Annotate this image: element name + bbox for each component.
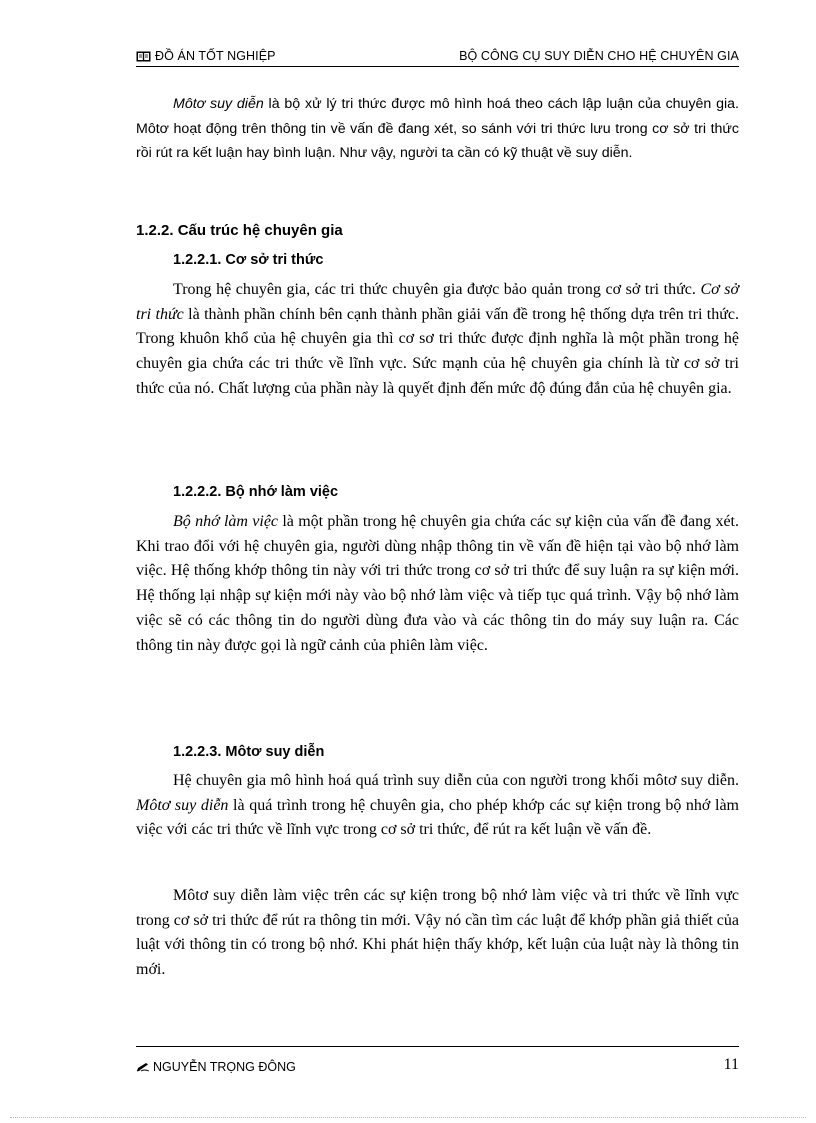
knowledge-base-paragraph — [136, 278, 739, 402]
wm-text: là một phần trong hệ chuyên gia chứa các sự kiện của vấn đề đang xét. Khi trao đổi với hệ chuyên gia, người dùng nhập thông tin về vấn đề hiện tại vào bộ nhớ làm việc. Hệ thống khớp thông tin này với tri thức trong cơ sở tri thức để suy luận ra sự kiện mới. Hệ thống lại nhập sự kiện mới này vào bộ nhớ làm việc và tiếp tục quá trình. Vậy bộ nhớ làm việc sẽ có các thông tin do người dùng đưa vào và các thông tin do máy suy luận ra. Các thông tin này được gọi là ngữ cảnh của phiên làm việc. — [136, 513, 740, 654]
inference-engine-paragraph-2 — [136, 884, 739, 983]
footer-author — [136, 1060, 296, 1074]
page-number: 11 — [723, 1056, 739, 1073]
header-title-right: BỘ CÔNG CỤ SUY DIỄN CHO HỆ CHUYÊN GIA — [459, 49, 739, 63]
book-icon — [136, 51, 151, 62]
kb-text-a: Trong hệ chuyên gia, các tri thức chuyên gia được bảo quản trong cơ sở tri thức. — [173, 281, 701, 298]
intro-paragraph — [136, 92, 739, 166]
ie-term: Môtơ suy diễn — [136, 796, 229, 814]
page-header — [136, 44, 739, 64]
header-title-left: ĐỒ ÁN TỐT NGHIỆP — [155, 49, 276, 63]
footer-divider — [136, 1046, 739, 1047]
heading-1-2-2-3: 1.2.2.3. Môtơ suy diễn — [173, 744, 325, 760]
kb-term: Cơ sở tri thức — [136, 281, 739, 323]
heading-1-2-2-1: 1.2.2.1. Cơ sở tri thức — [173, 252, 324, 268]
wm-term: Bộ nhớ làm việc — [173, 513, 279, 530]
intro-term: Môtơ suy diễn — [173, 96, 264, 112]
intro-text: là bộ xử lý tri thức được mô hình hoá theo cách lập luận của chuyên gia. Môtơ hoạt động trên thông tin về vấn đề đang xét, so sánh với tri thức lưu trong cơ sở tri thức rồi rút ra kết luận hay bình luận. Như vậy, người ta cần có kỹ thuật về suy diễn. — [136, 96, 739, 161]
inference-engine-paragraph-1 — [136, 769, 739, 843]
page-bottom-border — [10, 1117, 806, 1118]
heading-1-2-2-2: 1.2.2.2. Bộ nhớ làm việc — [173, 484, 339, 500]
heading-1-2-2: 1.2.2. Cấu trúc hệ chuyên gia — [136, 222, 343, 239]
ie-text-b: là quá trình trong hệ chuyên gia, cho phép khớp các sự kiện trong bộ nhớ làm việc với các tri thức về lĩnh vực trong cơ sở tri thức, để rút ra kết luận về vấn đề. — [136, 796, 739, 839]
header-divider — [136, 66, 739, 67]
page-footer — [136, 1056, 739, 1080]
ie-text-2: Môtơ suy diễn làm việc trên các sự kiện trong bộ nhớ làm việc và tri thức về lĩnh vực trong cơ sở tri thức để rút ra thông tin mới. Vậy nó cần tìm các luật để khớp phần giả thiết của luật với thông tin có trong bộ nhớ. Khi phát hiện thấy khớp, kết luận của luật này là thông tin mới. — [136, 887, 739, 979]
pen-icon — [136, 1062, 150, 1072]
header-left — [136, 49, 276, 63]
working-memory-paragraph — [136, 510, 739, 658]
author-name: NGUYỄN TRỌNG ĐÔNG — [153, 1060, 296, 1074]
ie-text-a: Hệ chuyên gia mô hình hoá quá trình suy diễn của con người trong khối môtơ suy diễn. — [173, 772, 739, 789]
kb-text-b: là thành phần chính bên cạnh thành phần giải vấn đề trong hệ thống dựa trên tri thức. Trong khuôn khổ của hệ chuyên gia thì cơ sơ tri thức được định nghĩa là một phần trong hệ chuyên gia chứa các tri thức về lĩnh vực. Sức mạnh của hệ chuyên gia chính là từ cơ sở tri thức của nó. Chất lượng của phần này là quyết định đến mức độ đúng đắn của hệ chuyên gia. — [136, 305, 740, 397]
